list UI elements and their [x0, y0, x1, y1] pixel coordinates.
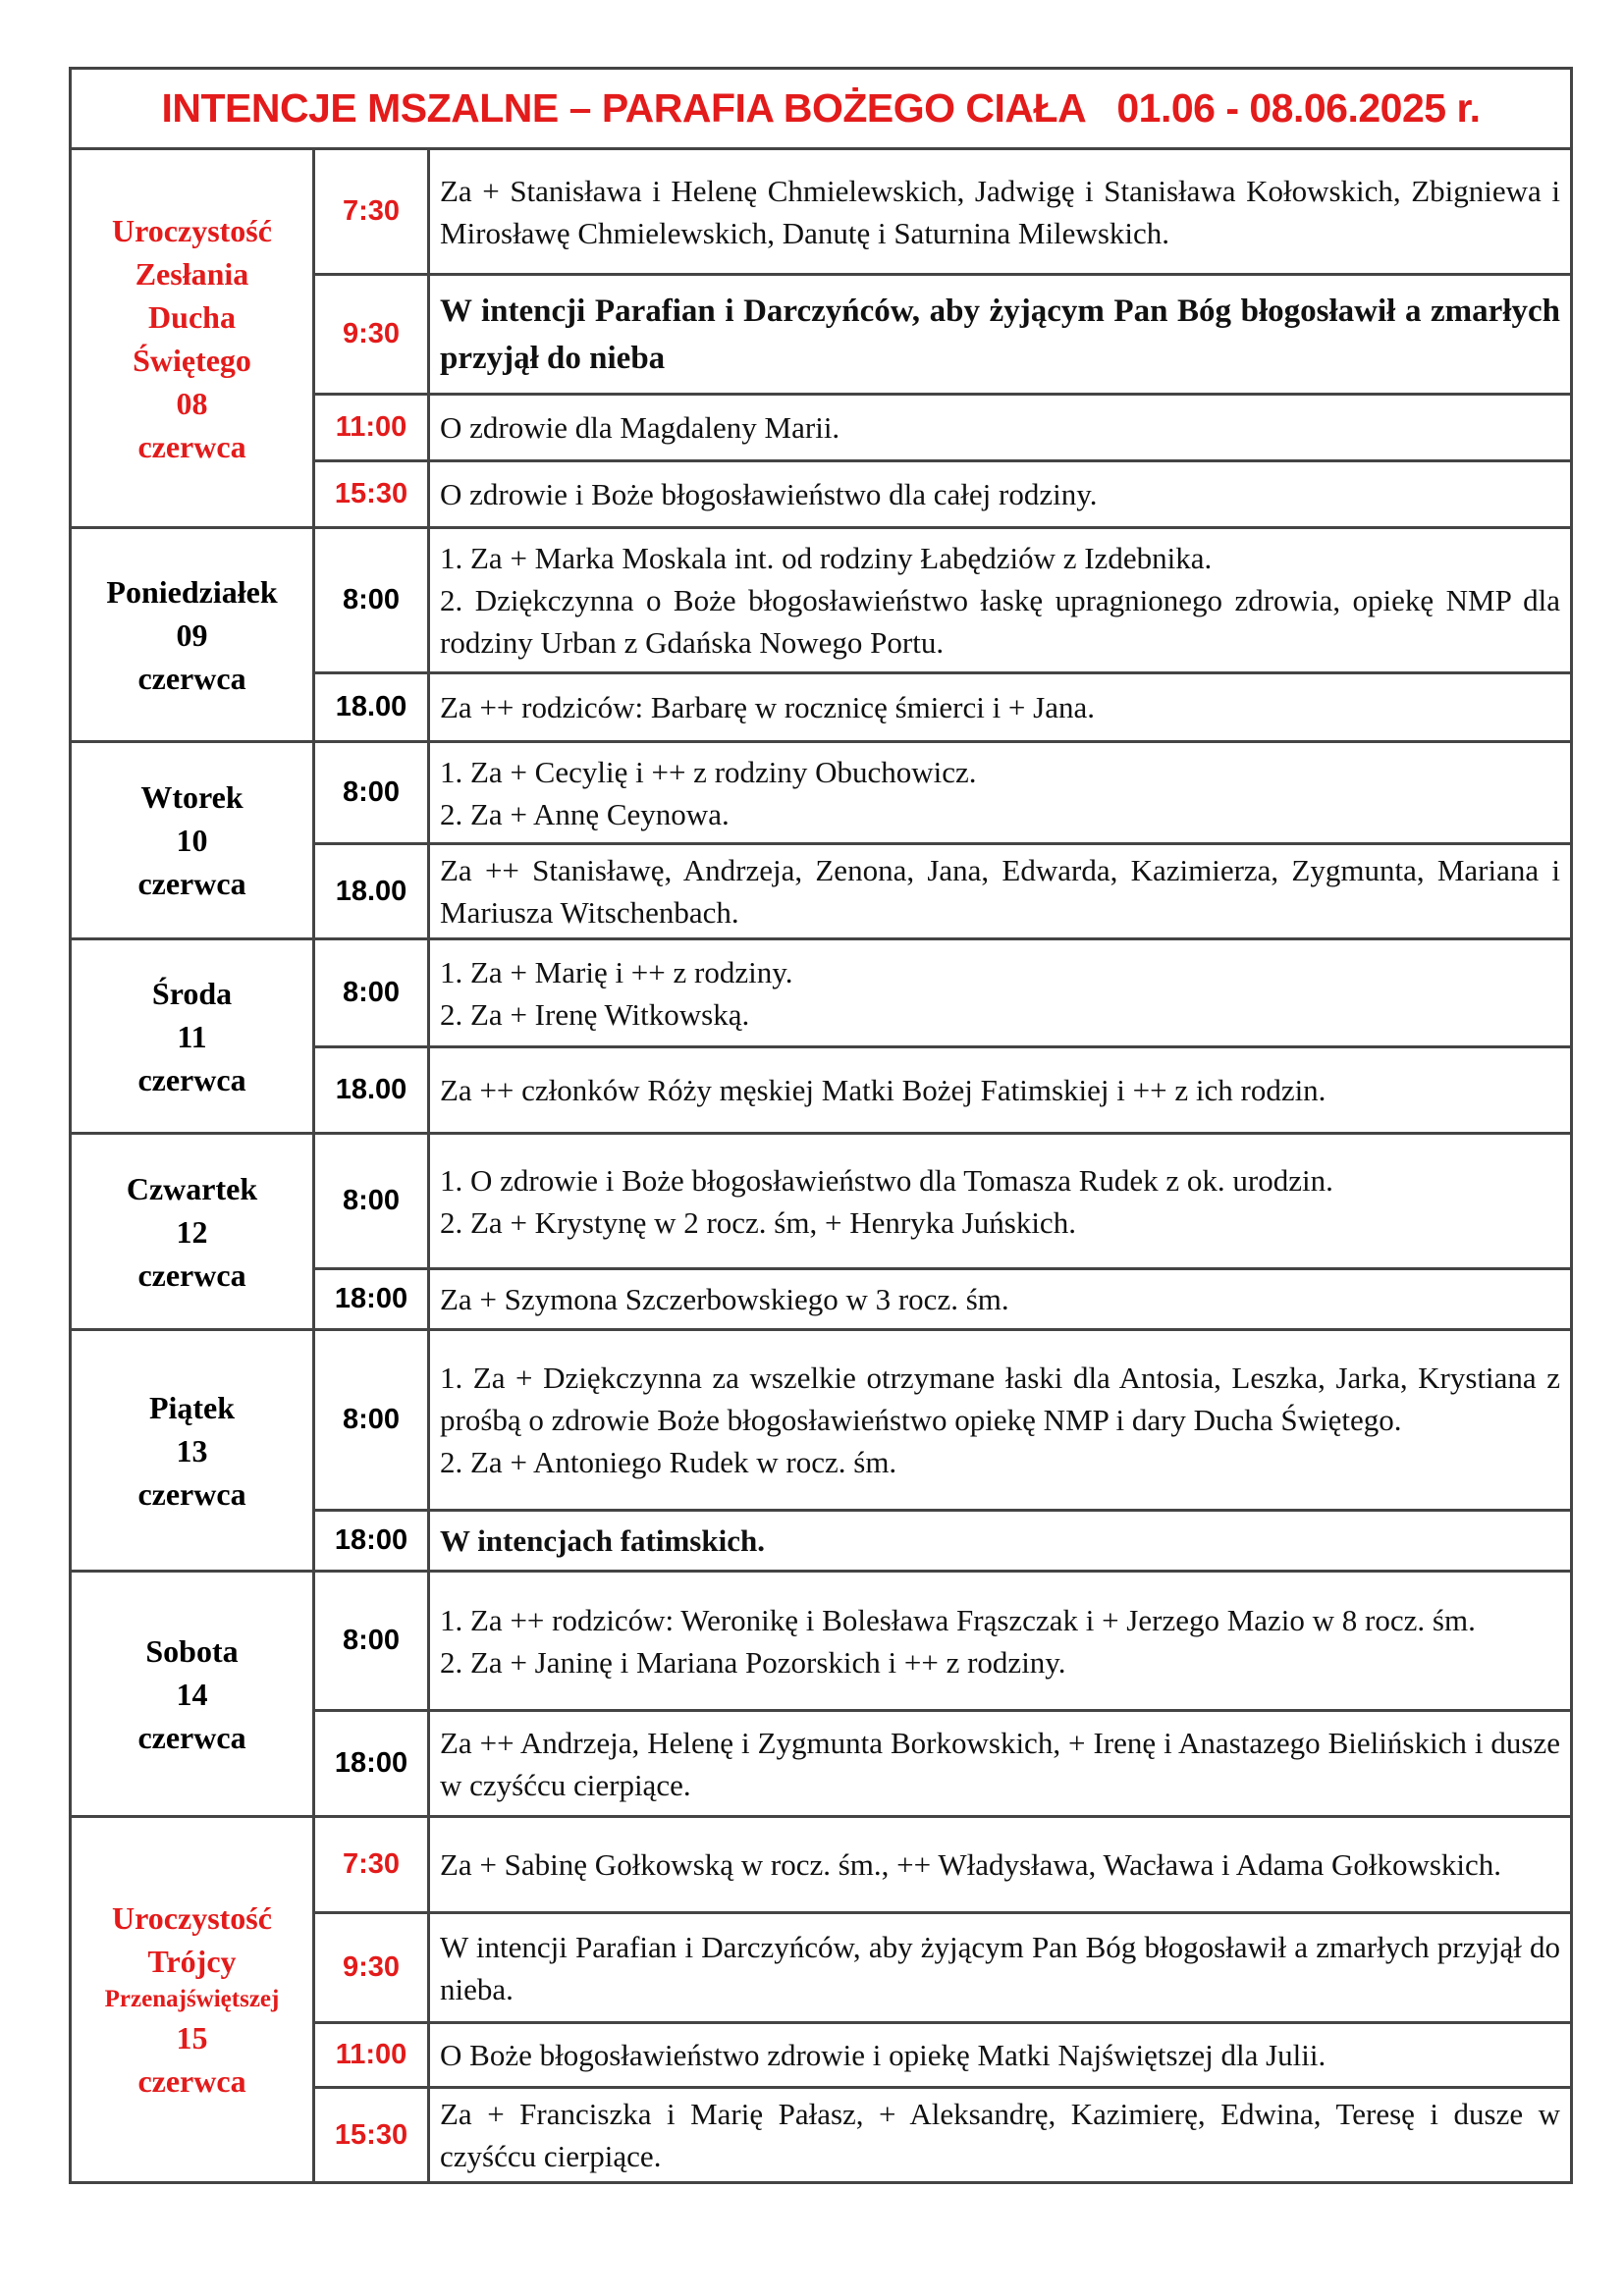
day-cell-monday: [72, 526, 315, 740]
day-cell-wednesday: [72, 937, 315, 1132]
day-name-line: Trójcy: [147, 1944, 237, 1979]
mass-time: 11:00: [315, 393, 430, 459]
intention-line: W intencji Parafian i Darczyńców, aby żyjącym Pan Bóg błogosławił a zmarłych przyjął do nieba: [440, 293, 1560, 376]
mass-intention: [430, 1570, 1570, 1709]
mass-time: 18:00: [315, 1267, 430, 1328]
mass-time: 8:00: [315, 937, 430, 1045]
day-name-line: Sobota: [145, 1632, 239, 1669]
intention-line: O zdrowie i Boże błogosławieństwo dla całej rodziny.: [440, 477, 1098, 511]
intention-line: W intencji Parafian i Darczyńców, aby żyjącym Pan Bóg błogosławił a zmarłych przyjął do nieba.: [440, 1929, 1560, 2006]
mass-intention: [430, 273, 1570, 393]
mass-time: 8:00: [315, 1328, 430, 1509]
day-cell-friday: [72, 1328, 315, 1570]
day-number: 15: [176, 2020, 208, 2056]
day-month: czerwca: [137, 1256, 246, 1293]
day-cell-sunday-pentecost: [72, 150, 315, 526]
day-number: 12: [176, 1213, 208, 1250]
intention-line: 1. Za + Cecylię i ++ z rodziny Obuchowicz.: [440, 754, 977, 789]
mass-time: 18.00: [315, 842, 430, 937]
page-title: INTENCJE MSZALNE – PARAFIA BOŻEGO CIAŁA 01.06 - 08.06.2025 r.: [72, 70, 1570, 150]
mass-intention: [430, 1509, 1570, 1570]
mass-time: 8:00: [315, 526, 430, 671]
day-month: czerwca: [137, 1061, 246, 1097]
intention-line: 2. Za + Antoniego Rudek w rocz. śm.: [440, 1445, 897, 1479]
mass-intention: [430, 842, 1570, 937]
day-name-line: Czwartek: [126, 1170, 258, 1206]
intention-line: 2. Dziękczynna o Boże błogosławieństwo łaskę upragnionego zdrowia, opiekę NMP dla rodziny Urban z Gdańska Nowego Portu.: [440, 583, 1560, 660]
day-number: 13: [176, 1432, 208, 1468]
intention-line: Za ++ Andrzeja, Helenę i Zygmunta Borkowskich, + Irenę i Anastazego Bielińskich i dusze w czyśćcu cierpiące.: [440, 1725, 1560, 1802]
day-number: 08: [176, 385, 208, 421]
intention-line: 1. Za ++ rodziców: Weronikę i Bolesława Frąszczak i + Jerzego Mazio w 8 rocz. śm.: [440, 1602, 1476, 1637]
intention-line: O Boże błogosławieństwo zdrowie i opiekę Matki Najświętszej dla Julii.: [440, 2038, 1326, 2072]
mass-intention: [430, 671, 1570, 740]
day-number: 14: [176, 1676, 208, 1712]
intention-line: Za ++ rodziców: Barbarę w rocznicę śmierci i + Jana.: [440, 690, 1095, 724]
mass-intention: [430, 393, 1570, 459]
day-name-line: Świętego: [133, 342, 251, 378]
intention-line: 1. Za + Dziękczynna za wszelkie otrzymane łaski dla Antosia, Leszka, Jarka, Krystiana z prośbą o zdrowie Boże błogosławieństwo opiekę NMP i dary Ducha Świętego.: [440, 1361, 1560, 1437]
intention-line: 2. Za + Irenę Witkowską.: [440, 996, 750, 1032]
mass-time: 15:30: [315, 2086, 430, 2181]
day-month: czerwca: [137, 2063, 246, 2099]
day-name-line: Środa: [151, 975, 233, 1011]
day-number: 10: [176, 823, 208, 858]
mass-time: 8:00: [315, 740, 430, 842]
mass-intention: [430, 1709, 1570, 1815]
intention-line: 2. Za + Krystynę w 2 rocz. śm, + Henryka Juńskich.: [440, 1204, 1076, 1240]
mass-time: 9:30: [315, 273, 430, 393]
day-name-line: Wtorek: [140, 779, 244, 815]
day-name-line: Uroczystość: [112, 1900, 272, 1936]
mass-time: 7:30: [315, 150, 430, 273]
day-cell-sunday-trinity: [72, 1815, 315, 2181]
day-month: czerwca: [137, 866, 246, 901]
intention-line: Za + Sabinę Gołkowską w rocz. śm., ++ Władysława, Wacława i Adama Gołkowskich.: [440, 1847, 1502, 1882]
intention-line: 2. Za + Annę Ceynowa.: [440, 796, 730, 831]
mass-intention: [430, 1911, 1570, 2021]
mass-time: 18:00: [315, 1509, 430, 1570]
intention-line: W intencjach fatimskich.: [440, 1523, 765, 1558]
mass-intention: [430, 459, 1570, 526]
mass-intention: [430, 1132, 1570, 1267]
day-cell-thursday: [72, 1132, 315, 1328]
mass-intention: [430, 937, 1570, 1045]
day-name-line: Poniedziałek: [106, 573, 278, 610]
day-number: 11: [177, 1018, 207, 1054]
intention-line: Za + Stanisława i Helenę Chmielewskich, Jadwigę i Stanisława Kołowskich, Zbigniewa i Mirosławę Chmielewskich, Danutę i Saturnina Milewskich.: [440, 173, 1560, 250]
mass-intention: [430, 150, 1570, 273]
day-cell-saturday: [72, 1570, 315, 1815]
mass-time: 18.00: [315, 671, 430, 740]
mass-intention: [430, 2021, 1570, 2086]
intention-line: 1. Za + Marię i ++ z rodziny.: [440, 954, 793, 989]
mass-time: 8:00: [315, 1132, 430, 1267]
mass-time: 9:30: [315, 1911, 430, 2021]
intention-line: 2. Za + Janinę i Mariana Pozorskich i ++ z rodziny.: [440, 1644, 1066, 1680]
mass-time: 15:30: [315, 459, 430, 526]
intentions-table: [72, 70, 1570, 2181]
day-month: czerwca: [137, 428, 246, 464]
mass-intention: [430, 526, 1570, 671]
intention-line: Za + Szymona Szczerbowskiego w 3 rocz. śm.: [440, 1282, 1009, 1316]
intention-line: Za + Franciszka i Marię Pałasz, + Aleksandrę, Kazimierę, Edwina, Teresę i dusze w czyśćcu cierpiące.: [440, 2097, 1560, 2173]
day-name-line: Piątek: [148, 1389, 236, 1425]
day-cell-tuesday: [72, 740, 315, 937]
mass-time: 8:00: [315, 1570, 430, 1709]
day-month: czerwca: [137, 1475, 246, 1512]
day-name-line: Zesłania: [135, 255, 249, 292]
mass-time: 18.00: [315, 1045, 430, 1132]
day-name-line: Ducha: [148, 298, 236, 335]
intentions-sheet: [69, 67, 1573, 2184]
day-month: czerwca: [137, 660, 246, 696]
day-name-line: Przenajświętszej: [104, 1986, 280, 2012]
mass-time: 18:00: [315, 1709, 430, 1815]
intention-line: 1. O zdrowie i Boże błogosławieństwo dla Tomasza Rudek z ok. urodzin.: [440, 1162, 1333, 1198]
mass-time: 11:00: [315, 2021, 430, 2086]
intention-line: Za ++ Stanisławę, Andrzeja, Zenona, Jana, Edwarda, Kazimierza, Zygmunta, Mariana i Mariusza Witschenbach.: [440, 853, 1560, 930]
mass-intention: [430, 1045, 1570, 1132]
mass-time: 7:30: [315, 1815, 430, 1911]
intention-line: 1. Za + Marka Moskala int. od rodziny Łabędziów z Izdebnika.: [440, 541, 1213, 575]
mass-intention: [430, 1328, 1570, 1509]
mass-intention: [430, 1815, 1570, 1911]
day-number: 09: [176, 616, 208, 653]
mass-intention: [430, 2086, 1570, 2181]
intention-line: Za ++ członków Róży męskiej Matki Bożej Fatimskiej i ++ z ich rodzin.: [440, 1073, 1326, 1107]
mass-intention: [430, 740, 1570, 842]
intention-line: O zdrowie dla Magdaleny Marii.: [440, 410, 840, 445]
day-name-line: Uroczystość: [112, 212, 272, 248]
mass-intention: [430, 1267, 1570, 1328]
day-month: czerwca: [137, 1719, 246, 1755]
